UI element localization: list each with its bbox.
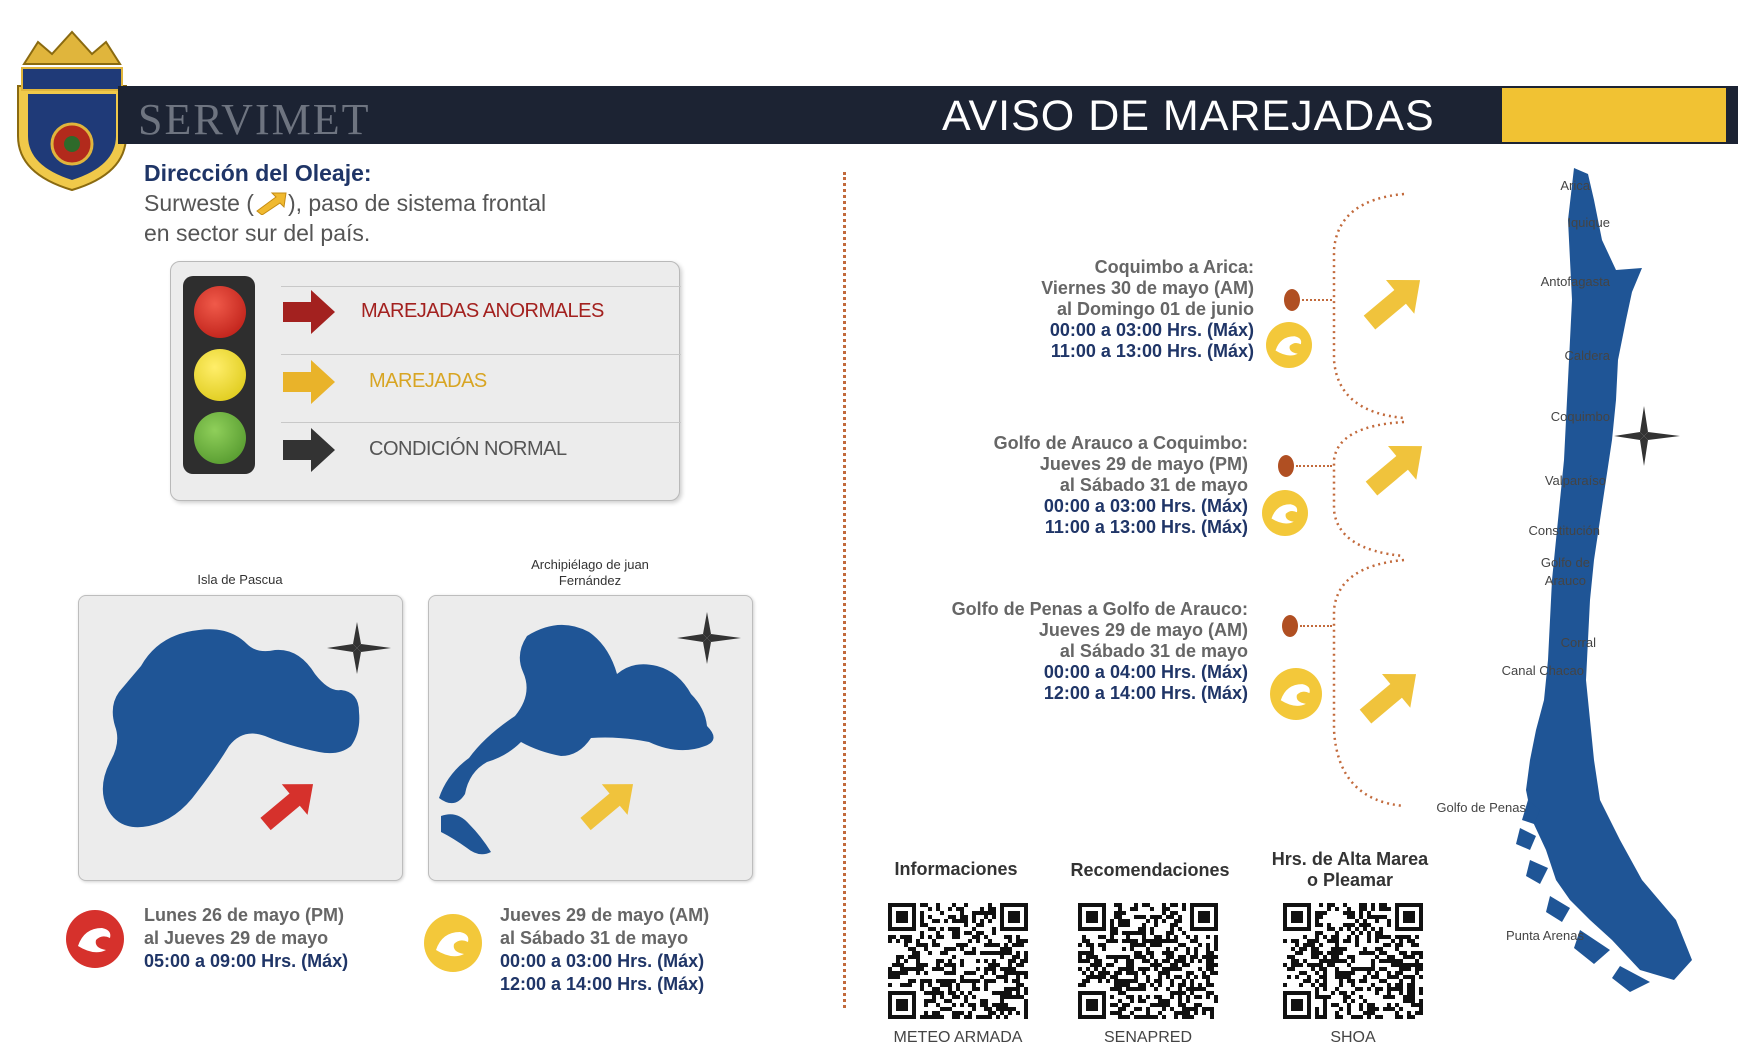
juan-fernandez-date-line: al Sábado 31 de mayo xyxy=(500,928,689,948)
qr-heading-alta-marea-line-1: Hrs. de Alta Marea xyxy=(1271,849,1429,869)
brand-name: SERVIMET xyxy=(138,95,371,144)
red-wave-arrow-icon xyxy=(253,769,326,839)
qr-heading-alta-marea xyxy=(1250,849,1450,891)
city-label: Coquimbo xyxy=(1550,409,1610,424)
pascua-hours-line: 05:00 a 09:00 Hrs. (Máx) xyxy=(144,951,349,971)
direction-line-2: en sector sur del país. xyxy=(144,220,371,246)
region-hours-line: 00:00 a 03:00 Hrs. (Máx) xyxy=(1043,496,1248,516)
qr-caption-meteo-armada: METEO ARMADA xyxy=(893,1029,1023,1046)
juan-fernandez-date-line: Jueves 29 de mayo (AM) xyxy=(500,905,710,925)
qr-heading-alta-marea-line-2: o Pleamar xyxy=(1306,870,1394,890)
qr-heading-recomendaciones: Recomendaciones xyxy=(1070,860,1230,880)
direction-line-1-start: Surweste ( xyxy=(144,190,254,216)
city-label: Iquique xyxy=(1567,215,1610,230)
juan-fernandez-hours-line: 12:00 a 14:00 Hrs. (Máx) xyxy=(500,974,705,994)
region-marker-dot xyxy=(1278,455,1294,477)
legend-divider xyxy=(281,286,681,287)
yellow-wave-badge-icon xyxy=(424,914,482,972)
region-arauco-coquimbo xyxy=(934,433,1248,538)
region-marker-dot xyxy=(1284,289,1300,311)
qr-caption-senapred: SENAPRED xyxy=(1103,1029,1193,1046)
green-lamp xyxy=(194,412,246,464)
pascua-island-map xyxy=(79,596,402,880)
qr-code-shoa[interactable] xyxy=(1283,902,1423,1020)
direction-title: Dirección del Oleaje: xyxy=(144,160,372,186)
region-hours-line: 11:00 a 13:00 Hrs. (Máx) xyxy=(1050,341,1254,361)
region-penas-arauco xyxy=(934,599,1248,704)
juan-fernandez-panel xyxy=(428,595,753,881)
region-hours-line: 00:00 a 03:00 Hrs. (Máx) xyxy=(1049,320,1254,340)
yellow-wave-badge-icon xyxy=(1270,668,1322,720)
region-hours-line: 11:00 a 13:00 Hrs. (Máx) xyxy=(1044,517,1248,537)
header-bar xyxy=(118,86,1738,144)
legend-label-anormales: MAREJADAS ANORMALES xyxy=(361,300,604,322)
pascua-date-line: Lunes 26 de mayo (PM) xyxy=(144,905,345,925)
legend-divider xyxy=(281,354,681,355)
juan-fernandez-hours-line: 00:00 a 03:00 Hrs. (Máx) xyxy=(500,951,705,971)
red-lamp xyxy=(194,286,246,338)
legend-label-normal: CONDICIÓN NORMAL xyxy=(369,438,567,460)
city-label: Valparaíso xyxy=(1544,473,1606,488)
city-label: Antofagasta xyxy=(1540,274,1610,289)
traffic-light xyxy=(183,276,255,474)
juan-fernandez-caption-1: Archipiélago de juan xyxy=(531,557,649,572)
region-date-line: Viernes 30 de mayo (AM) xyxy=(1041,278,1254,298)
red-arrow-icon xyxy=(281,288,337,336)
southwest-arrow-icon xyxy=(254,191,288,215)
page-title: AVISO DE MAREJADAS xyxy=(942,92,1435,140)
legend-panel xyxy=(170,261,680,501)
region-hours-line: 12:00 a 14:00 Hrs. (Máx) xyxy=(1043,683,1248,703)
dotted-divider xyxy=(843,172,846,1008)
region-date-line: al Sábado 31 de mayo xyxy=(1059,475,1248,495)
city-label: Constitución xyxy=(1528,523,1600,538)
qr-code-meteo-armada[interactable] xyxy=(888,902,1028,1020)
direction-line-1 xyxy=(144,190,546,217)
juan-fernandez-island-map xyxy=(429,596,752,880)
city-label: Canal Chacao xyxy=(1501,663,1584,678)
juan-fernandez-caption-2: Fernández xyxy=(558,573,622,588)
compass-icon xyxy=(677,612,741,664)
legend-divider xyxy=(281,422,681,423)
black-arrow-icon xyxy=(281,426,337,474)
yellow-lamp xyxy=(194,349,246,401)
armada-crest-logo xyxy=(8,24,136,192)
direction-line-1-end: ), paso de sistema frontal xyxy=(287,190,547,216)
red-wave-badge-icon xyxy=(66,910,124,968)
region-hours-line: 00:00 a 04:00 Hrs. (Máx) xyxy=(1043,662,1248,682)
yellow-arrow-icon xyxy=(281,358,337,406)
qr-heading-informaciones: Informaciones xyxy=(894,859,1018,879)
compass-icon xyxy=(327,622,391,674)
region-title: Coquimbo a Arica: xyxy=(1094,257,1254,277)
compass-icon xyxy=(1614,406,1680,466)
city-label: Punta Arenas xyxy=(1505,928,1584,943)
region-coquimbo-arica xyxy=(940,257,1254,362)
qr-code-senapred[interactable] xyxy=(1078,902,1218,1020)
legend-label-marejadas: MAREJADAS xyxy=(369,370,487,392)
city-label: Arica xyxy=(1560,178,1590,193)
city-label: Caldera xyxy=(1564,348,1610,363)
yellow-wave-arrow-icon xyxy=(573,769,646,839)
region-title: Golfo de Penas a Golfo de Arauco: xyxy=(951,599,1248,619)
region-date-line: Jueves 29 de mayo (PM) xyxy=(1039,454,1248,474)
qr-caption-shoa: SHOA xyxy=(1330,1029,1376,1046)
city-label: Golfo de xyxy=(1540,555,1590,570)
city-label: Golfo de Penas xyxy=(1436,800,1526,815)
yellow-wave-badge-icon xyxy=(1266,322,1312,368)
region-title: Golfo de Arauco a Coquimbo: xyxy=(993,433,1248,453)
pascua-caption: Isla de Pascua xyxy=(197,572,283,587)
city-label: Corral xyxy=(1560,635,1596,650)
header-accent-box xyxy=(1500,86,1728,144)
region-date-line: al Domingo 01 de junio xyxy=(1056,299,1254,319)
region-date-line: al Sábado 31 de mayo xyxy=(1059,641,1248,661)
region-date-line: Jueves 29 de mayo (AM) xyxy=(1038,620,1248,640)
yellow-wave-badge-icon xyxy=(1262,490,1308,536)
city-label: Arauco xyxy=(1544,573,1586,588)
pascua-panel xyxy=(78,595,403,881)
pascua-date-line: al Jueves 29 de mayo xyxy=(144,928,329,948)
region-marker-dot xyxy=(1282,615,1298,637)
